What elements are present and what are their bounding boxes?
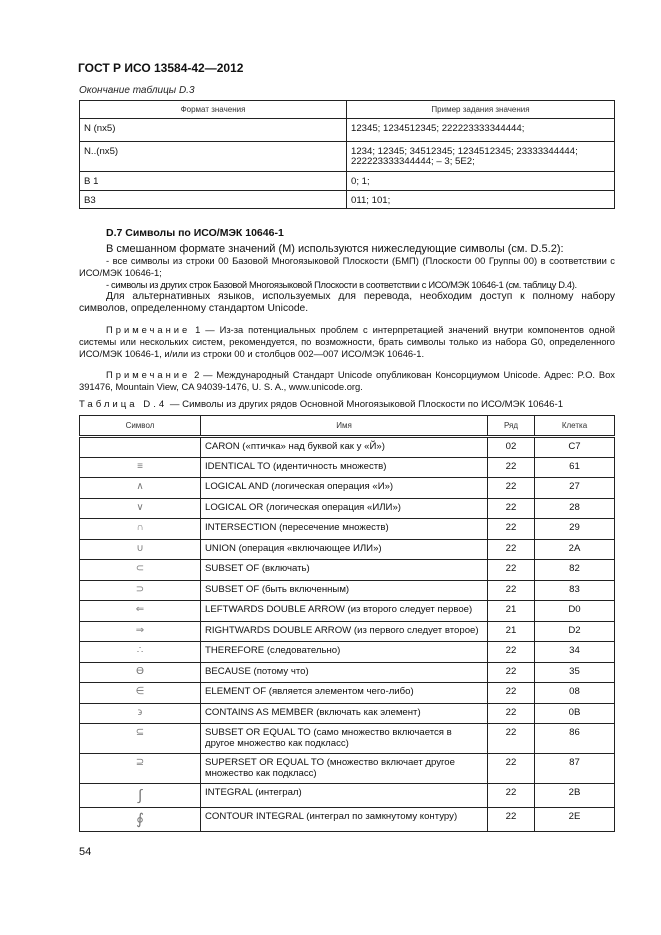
symbol-cell: ⊆ xyxy=(80,724,201,754)
symbol-cell: ∈ xyxy=(80,683,201,704)
table-d4 xyxy=(79,415,615,832)
paragraph: Для альтернативных языков, используемых для перевода, необходим доступ к полному набору символов, определенному стандартом Unicode. xyxy=(79,291,615,314)
row-cell: 22 xyxy=(488,754,535,784)
example-cell: 0; 1; xyxy=(347,172,615,191)
symbol-cell: ∩ xyxy=(80,519,201,540)
cell-cell: 83 xyxy=(535,580,615,601)
table-row xyxy=(80,119,615,142)
note-label: Примечание xyxy=(106,324,191,335)
note-label: Примечание xyxy=(106,369,191,380)
symbol-cell: ∮ xyxy=(80,808,201,832)
cell-cell: 34 xyxy=(535,642,615,663)
row-cell: 22 xyxy=(488,498,535,519)
name-cell: SUBSET OR EQUAL TO (само множество включается в другое множество как подкласс) xyxy=(201,724,488,754)
format-cell: N (nx5) xyxy=(80,119,347,142)
format-cell: N..(nx5) xyxy=(80,142,347,172)
page-number: 54 xyxy=(79,846,92,858)
symbol-cell: ∫ xyxy=(80,784,201,808)
symbol-cell: ∴ xyxy=(80,642,201,663)
note-2 xyxy=(79,369,615,393)
name-cell: BECAUSE (потому что) xyxy=(201,662,488,683)
row-cell: 21 xyxy=(488,601,535,622)
cell-cell: 2E xyxy=(535,808,615,832)
name-cell: LEFTWARDS DOUBLE ARROW (из второго следует первое) xyxy=(201,601,488,622)
name-cell: INTERSECTION (пересечение множеств) xyxy=(201,519,488,540)
cell-cell: 35 xyxy=(535,662,615,683)
column-header: Клетка xyxy=(535,416,615,437)
row-cell: 22 xyxy=(488,683,535,704)
table-row xyxy=(80,683,615,704)
cell-cell: 82 xyxy=(535,560,615,581)
symbol-cell: ϴ xyxy=(80,662,201,683)
symbol-cell: ∪ xyxy=(80,539,201,560)
symbol-cell: ∨ xyxy=(80,498,201,519)
table-row xyxy=(80,560,615,581)
table-row xyxy=(80,784,615,808)
row-cell: 22 xyxy=(488,539,535,560)
cell-cell: 0B xyxy=(535,703,615,724)
table-d4-caption xyxy=(79,399,563,410)
name-cell: SUPERSET OR EQUAL TO (множество включает другое множество как подкласс) xyxy=(201,754,488,784)
table-row xyxy=(80,191,615,209)
list-item: - все символы из строки 00 Базовой Многоязыковой Плоскости (БМП) (Плоскости 00 Группы 00) в соответствии с ИСО/МЭК 10646-1; xyxy=(79,255,615,278)
name-cell: SUBSET OF (быть включенным) xyxy=(201,580,488,601)
example-cell: 011; 101; xyxy=(347,191,615,209)
name-cell: SUBSET OF (включать) xyxy=(201,560,488,581)
table-row xyxy=(80,580,615,601)
note-1 xyxy=(79,324,615,360)
table-row xyxy=(80,539,615,560)
name-cell: LOGICAL OR (логическая операция «ИЛИ») xyxy=(201,498,488,519)
table-row xyxy=(80,457,615,478)
row-cell: 22 xyxy=(488,808,535,832)
cell-cell: 86 xyxy=(535,724,615,754)
column-header: Ряд xyxy=(488,416,535,437)
cell-cell: D0 xyxy=(535,601,615,622)
row-cell: 22 xyxy=(488,724,535,754)
format-cell: B 1 xyxy=(80,172,347,191)
note-text: 1 — Из-за потенциальных проблем с интерпретацией значений внутри компонентов одной системы или нескольких систем, рекомендуется, по возможности, брать символы только из набора G0, определенного ИСО/МЭК 10646-1, и/или из строки 00 и столбцов 002—007 ИСО/МЭК 10646-1. xyxy=(79,324,615,359)
symbol-cell: ⇒ xyxy=(80,621,201,642)
row-cell: 02 xyxy=(488,437,535,458)
format-cell: B3 xyxy=(80,191,347,209)
document-header: ГОСТ Р ИСО 13584-42—2012 xyxy=(78,61,244,75)
caption-label: Таблица D.4 xyxy=(79,399,168,410)
table-row xyxy=(80,808,615,832)
caption-text: — Символы из других рядов Основной Многоязыковой Плоскости по ИСО/МЭК 10646-1 xyxy=(167,399,564,410)
column-header: Формат значения xyxy=(80,101,347,119)
table-row xyxy=(80,498,615,519)
symbol-cell xyxy=(80,437,201,458)
table-row xyxy=(80,754,615,784)
cell-cell: 61 xyxy=(535,457,615,478)
table-row xyxy=(80,724,615,754)
row-cell: 22 xyxy=(488,560,535,581)
cell-cell: D2 xyxy=(535,621,615,642)
row-cell: 22 xyxy=(488,662,535,683)
section-heading: D.7 Символы по ИСО/МЭК 10646-1 xyxy=(106,227,284,239)
table-row xyxy=(80,437,615,458)
cell-cell: 2B xyxy=(535,784,615,808)
row-cell: 21 xyxy=(488,621,535,642)
cell-cell: 87 xyxy=(535,754,615,784)
column-header: Имя xyxy=(201,416,488,437)
name-cell: CONTOUR INTEGRAL (интеграл по замкнутому контуру) xyxy=(201,808,488,832)
table-row xyxy=(80,642,615,663)
name-cell: CONTAINS AS MEMBER (включать как элемент) xyxy=(201,703,488,724)
table-row xyxy=(80,662,615,683)
column-header: Символ xyxy=(80,416,201,437)
name-cell: CARON («птичка» над буквой как у «Й») xyxy=(201,437,488,458)
example-cell: 1234; 12345; 34512345; 1234512345; 23333344444; 222223333344444; – 3; 5E2; xyxy=(347,142,615,172)
example-cell: 12345; 1234512345; 222223333344444; xyxy=(347,119,615,142)
table-row xyxy=(80,601,615,622)
row-cell: 22 xyxy=(488,478,535,499)
paragraph: В смешанном формате значений (M) используются нижеследующие символы (см. D.5.2): xyxy=(106,243,564,255)
row-cell: 22 xyxy=(488,642,535,663)
cell-cell: C7 xyxy=(535,437,615,458)
name-cell: INTEGRAL (интеграл) xyxy=(201,784,488,808)
name-cell: UNION (операция «включающее ИЛИ») xyxy=(201,539,488,560)
symbol-cell: ϶ xyxy=(80,703,201,724)
name-cell: LOGICAL AND (логическая операция «И») xyxy=(201,478,488,499)
table-row xyxy=(80,703,615,724)
name-cell: IDENTICAL TO (идентичность множеств) xyxy=(201,457,488,478)
name-cell: RIGHTWARDS DOUBLE ARROW (из первого следует второе) xyxy=(201,621,488,642)
table-row xyxy=(80,621,615,642)
name-cell: THEREFORE (следовательно) xyxy=(201,642,488,663)
row-cell: 22 xyxy=(488,457,535,478)
table-d3-caption: Окончание таблицы D.3 xyxy=(79,85,195,96)
cell-cell: 27 xyxy=(535,478,615,499)
cell-cell: 28 xyxy=(535,498,615,519)
table-row xyxy=(80,142,615,172)
table-row xyxy=(80,172,615,191)
name-cell: ELEMENT OF (является элементом чего-либо) xyxy=(201,683,488,704)
note-text: 2 — Международный Стандарт Unicode опубликован Консорциумом Unicode. Адрес: P.O. Box 391476, Mountain View, CA 94039-1476, U. S. A., www.unicode.org. xyxy=(79,369,615,392)
row-cell: 22 xyxy=(488,703,535,724)
column-header: Пример задания значения xyxy=(347,101,615,119)
symbol-cell: ⊂ xyxy=(80,560,201,581)
row-cell: 22 xyxy=(488,519,535,540)
cell-cell: 2A xyxy=(535,539,615,560)
symbol-cell: ⊇ xyxy=(80,754,201,784)
symbol-cell: ≡ xyxy=(80,457,201,478)
row-cell: 22 xyxy=(488,784,535,808)
table-d3 xyxy=(79,100,615,209)
cell-cell: 29 xyxy=(535,519,615,540)
cell-cell: 08 xyxy=(535,683,615,704)
symbol-cell: ⊃ xyxy=(80,580,201,601)
section-body xyxy=(79,243,615,393)
list-item: - символы из других строк Базовой Многоязыковой Плоскости в соответствии с ИСО/МЭК 10646-1 (см. таблицу D.4). xyxy=(106,279,577,290)
row-cell: 22 xyxy=(488,580,535,601)
table-row xyxy=(80,478,615,499)
symbol-cell: ∧ xyxy=(80,478,201,499)
symbol-cell: ⇐ xyxy=(80,601,201,622)
table-row xyxy=(80,519,615,540)
